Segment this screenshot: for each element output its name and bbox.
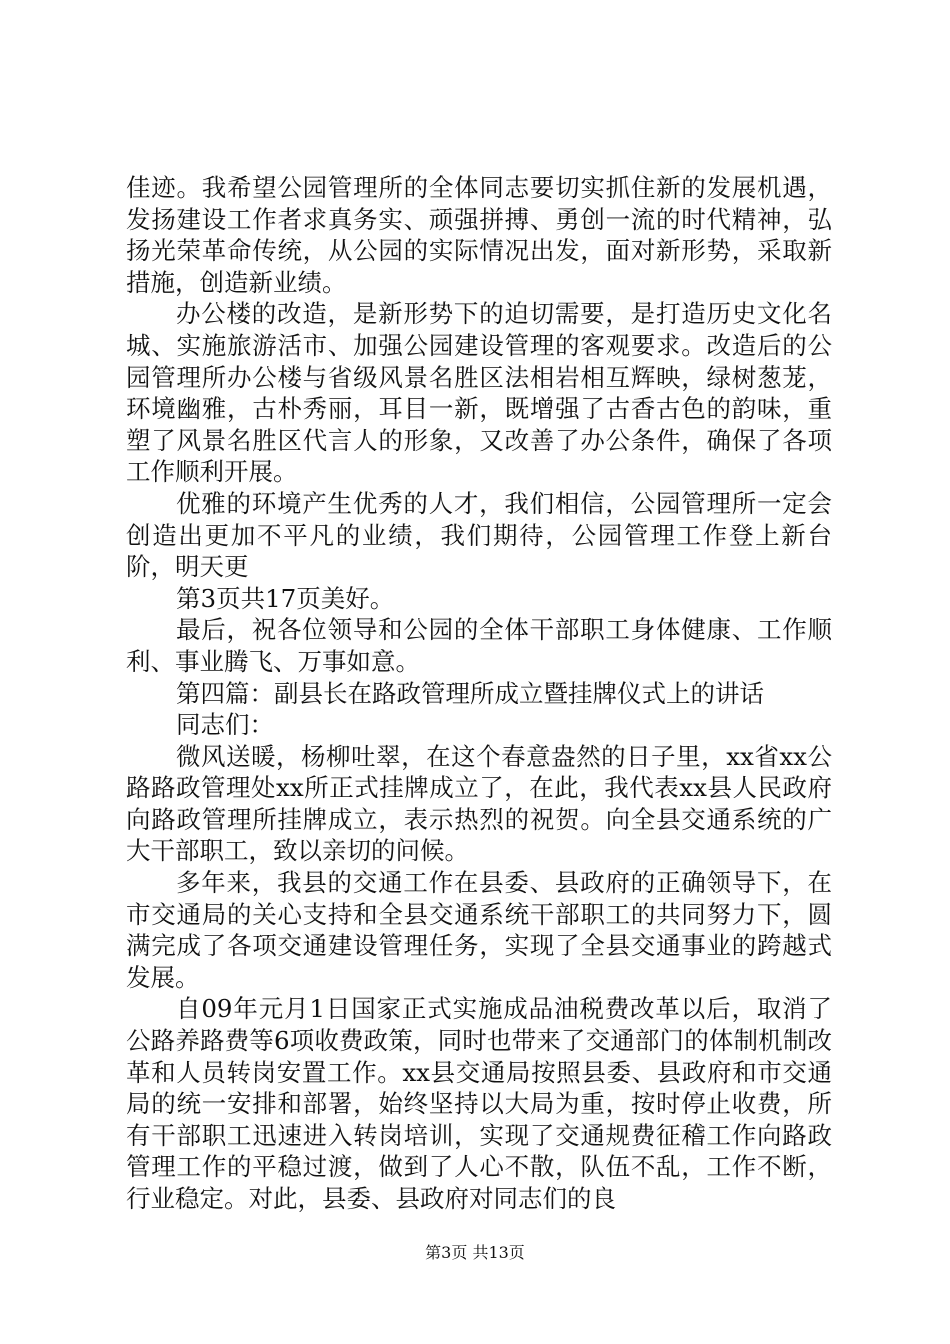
paragraph: 优雅的环境产生优秀的人才，我们相信，公园管理所一定会创造出更加不平凡的业绩，我们期待，公园管理工作登上新台阶，明天更 [126, 488, 832, 582]
paragraph: 自09年元月1日国家正式实施成品油税费改革以后，取消了公路养路费等6项收费政策，同时也带来了交通部门的体制机制改革和人员转岗安置工作。xx县交通局按照县委、县政府和市交通局的统一安排和部署，始终坚持以大局为重，按时停止收费，所有干部职工迅速进入转岗培训，实现了交通规费征稽工作向路政管理工作的平稳过渡，做到了人心不散，队伍不乱，工作不断，行业稳定。对此，县委、县政府对同志们的良 [126, 994, 832, 1213]
paragraph: 佳迹。我希望公园管理所的全体同志要切实抓住新的发展机遇，发扬建设工作者求真务实、顽强拼搏、勇创一流的时代精神，弘扬光荣革命传统，从公园的实际情况出发，面对新形势，采取新措施，创造新业绩。 [126, 173, 832, 297]
paragraph: 第3页共17页美好。 [176, 583, 395, 613]
paragraph: 多年来，我县的交通工作在县委、县政府的正确领导下，在市交通局的关心支持和全县交通系统干部职工的共同努力下，圆满完成了各项交通建设管理任务，实现了全县交通事业的跨越式发展。 [126, 868, 832, 992]
paragraph: 微风送暖，杨柳吐翠，在这个春意盎然的日子里，xx省xx公路路政管理处xx所正式挂牌成立了，在此，我代表xx县人民政府向路政管理所挂牌成立，表示热烈的祝贺。向全县交通系统的广大干部职工，致以亲切的问候。 [126, 741, 832, 866]
salutation: 同志们： [176, 710, 274, 740]
section-heading: 第四篇：副县长在路政管理所成立暨挂牌仪式上的讲话 [176, 678, 764, 708]
page-footer: 第3页 共13页 [425, 1243, 525, 1262]
paragraph: 办公楼的改造，是新形势下的迫切需要，是打造历史文化名城、实施旅游活市、加强公园建设管理的客观要求。改造后的公园管理所办公楼与省级风景名胜区法相岩相互辉映，绿树葱茏，环境幽雅，古朴秀丽，耳目一新，既增强了古香古色的韵味，重塑了风景名胜区代言人的形象，又改善了办公条件，确保了各项工作顺利开展。 [126, 299, 832, 487]
document-body [126, 172, 832, 1215]
paragraph: 最后，祝各位领导和公园的全体干部职工身体健康、工作顺利、事业腾飞、万事如意。 [126, 615, 832, 676]
